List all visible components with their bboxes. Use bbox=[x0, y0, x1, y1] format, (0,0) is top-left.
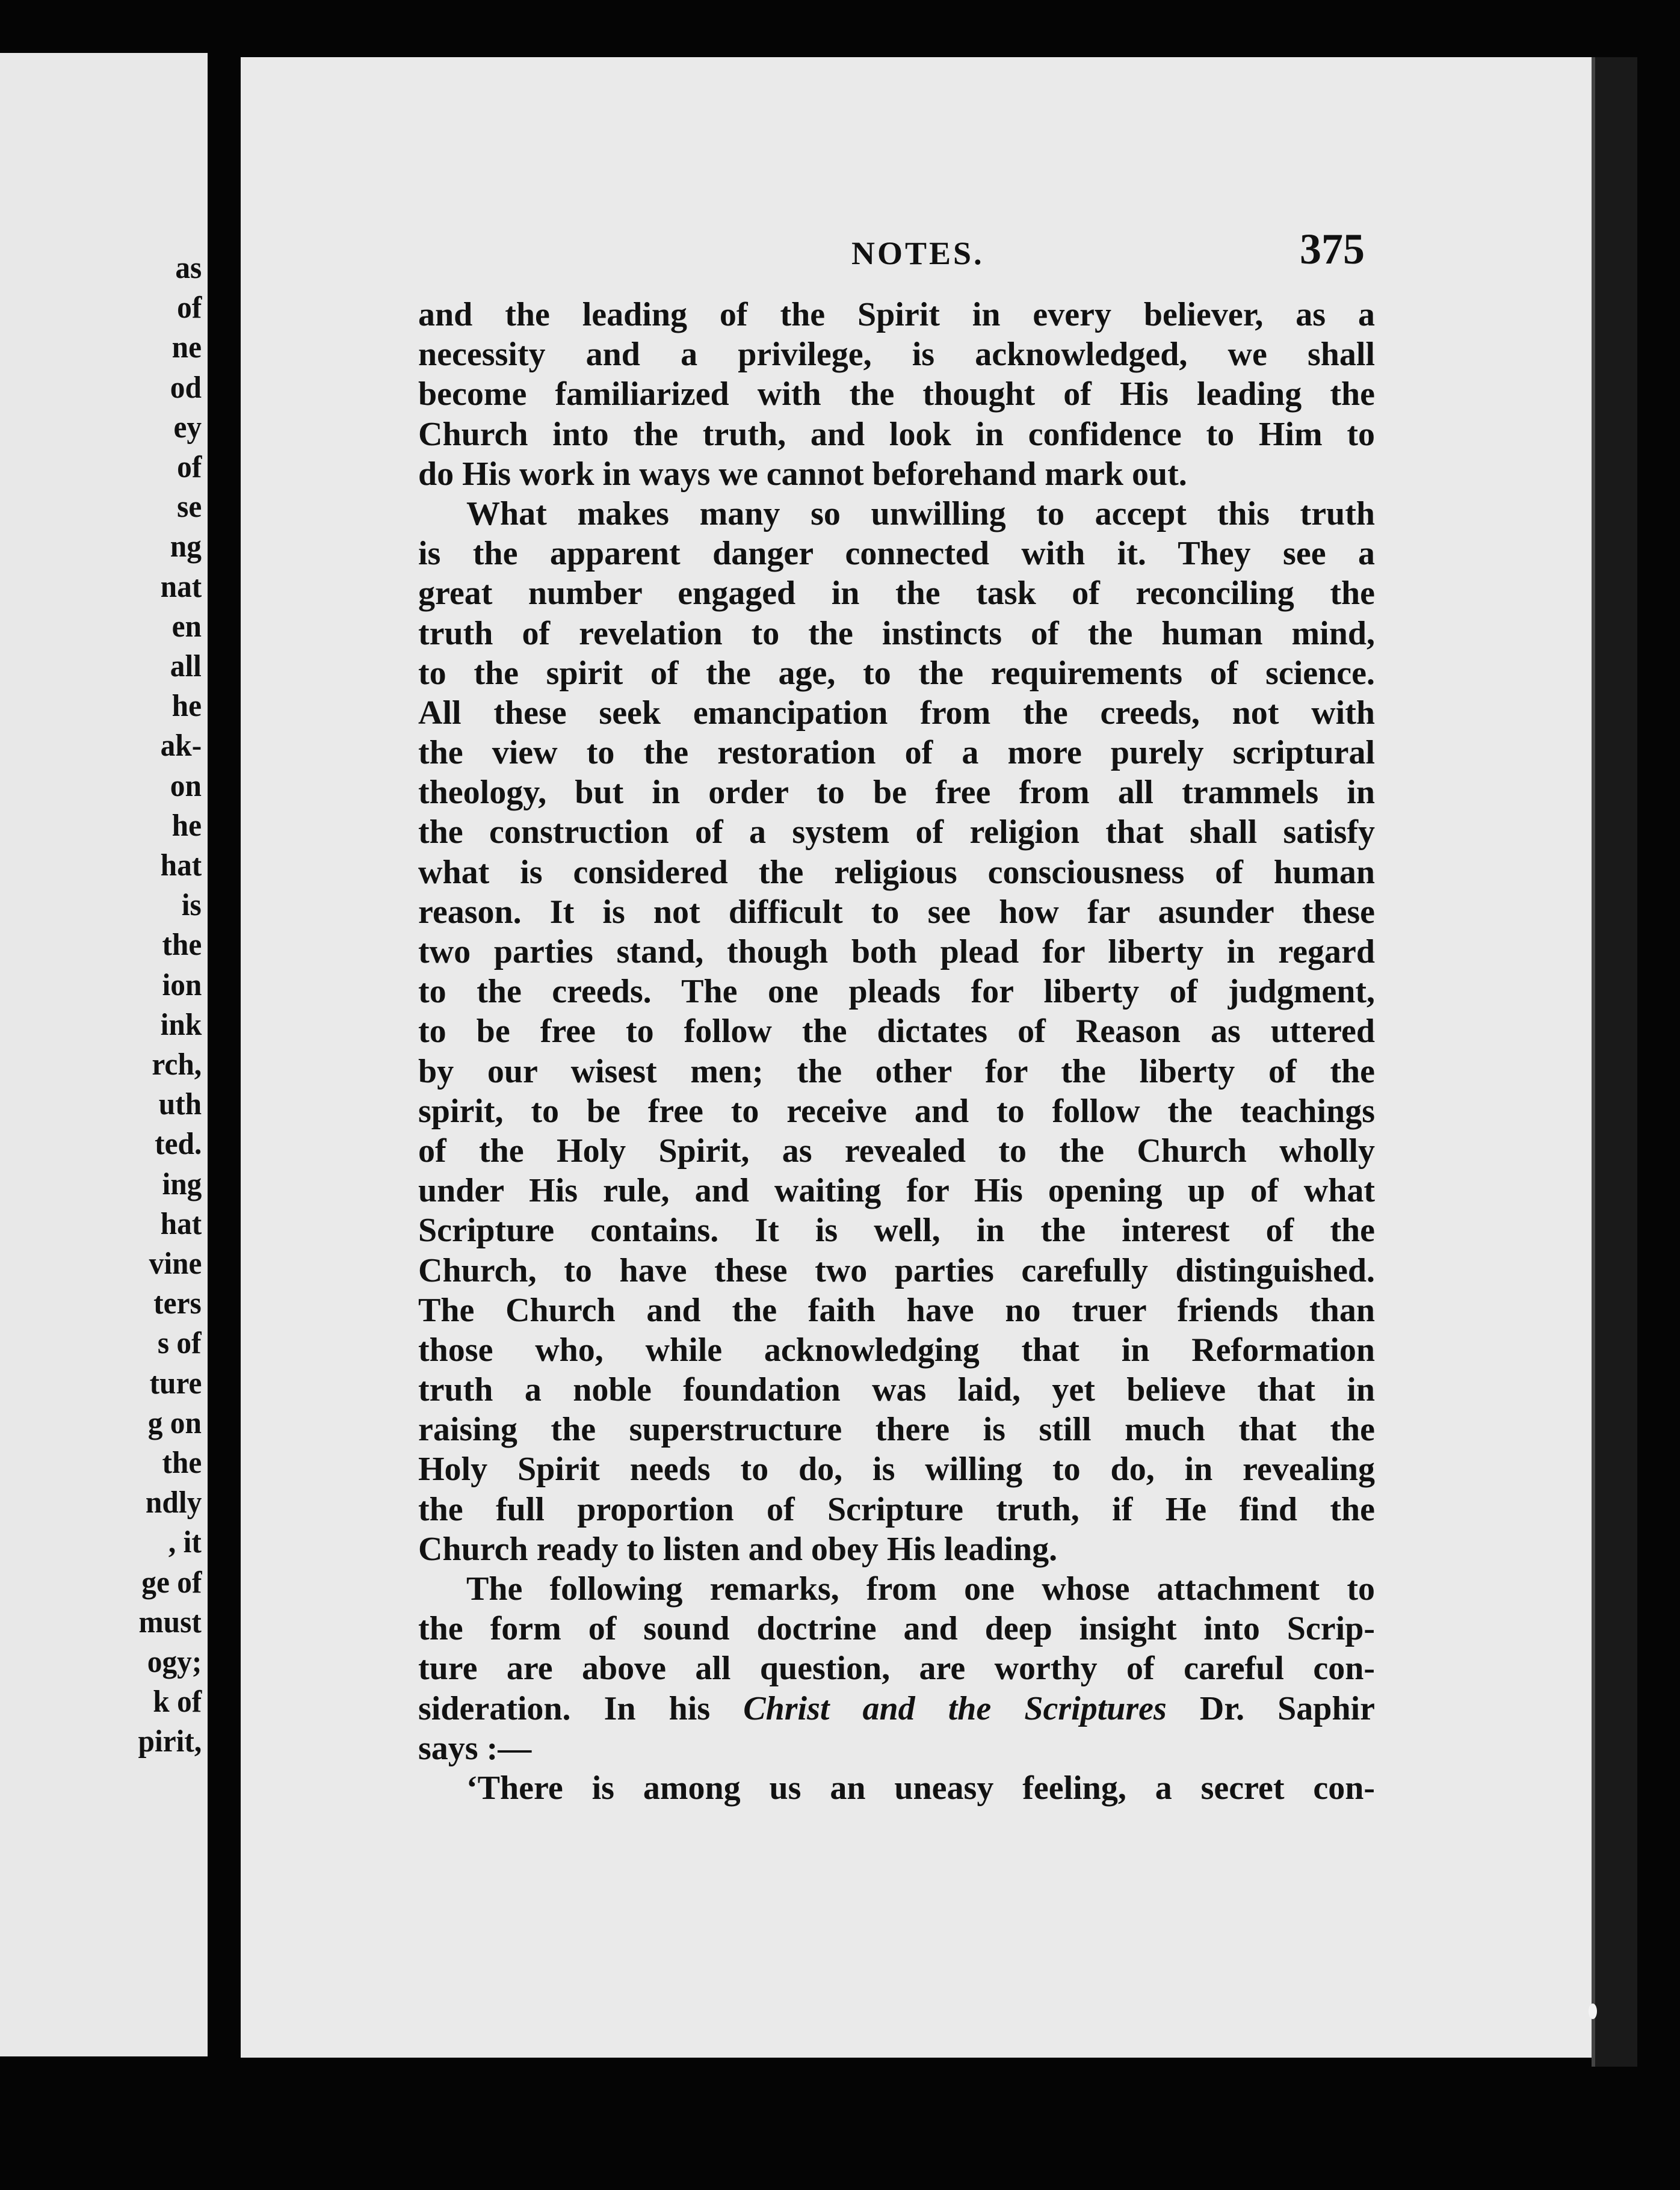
left-page-text-fragment: ak- bbox=[160, 729, 202, 763]
running-header: NOTES. bbox=[851, 235, 984, 271]
left-page-text-fragment: of bbox=[176, 291, 202, 325]
left-page-text-fragment: ndly bbox=[145, 1485, 202, 1520]
text-line: become familiarized with the thought of His leading the bbox=[418, 375, 1375, 413]
book-title-italic: Christ and the Scriptures bbox=[743, 1689, 1167, 1727]
text-line: under His rule, and waiting for His opening up of what bbox=[418, 1172, 1375, 1210]
text-line: the full proportion of Scripture truth, if He find the bbox=[418, 1490, 1375, 1528]
left-page-text-fragment: ink bbox=[160, 1007, 202, 1042]
text-line: spirit, to be free to receive and to follow the teachings bbox=[418, 1092, 1375, 1130]
text-line: truth of revelation to the instincts of the human mind, bbox=[418, 614, 1375, 652]
text-line bbox=[418, 1689, 1375, 1729]
text-line-segment: sideration. In his bbox=[418, 1689, 711, 1727]
text-line: What makes many so unwilling to accept this truth bbox=[466, 495, 1375, 532]
text-line: the view to the restoration of a more purely scriptural bbox=[418, 734, 1375, 772]
text-line: necessity and a privilege, is acknowledged, we shall bbox=[418, 336, 1375, 374]
left-page-text-fragment: nat bbox=[160, 569, 202, 604]
left-page-text-fragment: g on bbox=[147, 1405, 202, 1440]
text-line: Church into the truth, and look in confidence to Him to bbox=[418, 415, 1375, 453]
left-page-text-fragment: od bbox=[170, 370, 202, 405]
text-line: do His work in ways we cannot beforehand mark out. bbox=[418, 455, 1187, 493]
book-page bbox=[241, 57, 1592, 2058]
text-line: ‘There is among us an uneasy feeling, a secret con- bbox=[466, 1769, 1375, 1807]
left-page-text-fragment: must bbox=[138, 1605, 202, 1639]
text-line: raising the superstructure there is still much that the bbox=[418, 1411, 1375, 1449]
body-text bbox=[418, 295, 1375, 1808]
left-page-text-fragment: s of bbox=[158, 1326, 202, 1361]
text-line: says :— bbox=[418, 1729, 532, 1767]
previous-page-fragment bbox=[0, 53, 208, 2056]
text-line: Holy Spirit needs to do, is willing to do, in revealing bbox=[418, 1451, 1375, 1488]
left-page-text-fragment: , it bbox=[168, 1525, 202, 1560]
text-line-segment: Dr. Saphir bbox=[1199, 1689, 1375, 1727]
left-page-text-fragment: hat bbox=[160, 1206, 202, 1241]
text-line: the form of sound doctrine and deep insight into Scrip- bbox=[418, 1610, 1375, 1648]
text-line: is the apparent danger connected with it. They see a bbox=[418, 535, 1375, 573]
left-page-text-fragment: k of bbox=[153, 1685, 202, 1720]
left-page-text-fragment: rch, bbox=[152, 1047, 202, 1082]
text-line: theology, but in order to be free from all trammels in bbox=[418, 774, 1375, 812]
left-page-text-fragment: of bbox=[176, 450, 202, 484]
book-edge bbox=[1592, 57, 1637, 2067]
text-line: great number engaged in the task of reconciling the bbox=[418, 575, 1375, 612]
left-page-text-fragment: he bbox=[171, 808, 202, 843]
text-line: reason. It is not difficult to see how far asunder these bbox=[418, 893, 1375, 931]
text-line: what is considered the religious consciousness of human bbox=[418, 853, 1375, 891]
text-line: the construction of a system of religion that shall satisfy bbox=[418, 813, 1375, 851]
text-line: All these seek emancipation from the creeds, not with bbox=[418, 694, 1375, 732]
left-page-text-fragment: he bbox=[171, 689, 202, 724]
text-line: to the spirit of the age, to the requirements of science. bbox=[418, 654, 1375, 692]
left-page-text-fragment: on bbox=[170, 768, 202, 803]
text-line: The following remarks, from one whose attachment to bbox=[466, 1570, 1375, 1608]
left-page-text-fragment: ogy; bbox=[147, 1645, 202, 1679]
left-page-text-fragment: the bbox=[162, 928, 202, 963]
text-line: Scripture contains. It is well, in the interest of the bbox=[418, 1212, 1375, 1250]
left-page-text-fragment: the bbox=[162, 1446, 202, 1480]
text-line: truth a noble foundation was laid, yet believe that in bbox=[418, 1371, 1375, 1409]
left-page-text-fragment: ng bbox=[170, 529, 202, 564]
text-line: and the leading of the Spirit in every believer, as a bbox=[418, 296, 1375, 333]
left-page-text-fragment: ion bbox=[162, 967, 202, 1002]
text-line: Church ready to listen and obey His leading. bbox=[418, 1530, 1058, 1568]
left-page-text-fragment: ey bbox=[173, 410, 202, 445]
text-line: The Church and the faith have no truer friends than bbox=[418, 1291, 1375, 1329]
text-line: by our wisest men; the other for the liberty of the bbox=[418, 1052, 1375, 1090]
text-line: of the Holy Spirit, as revealed to the Church wholly bbox=[418, 1132, 1375, 1170]
left-page-text-fragment: hat bbox=[160, 848, 202, 883]
left-page-text-fragment: ture bbox=[149, 1366, 202, 1401]
left-page-text-fragment: all bbox=[170, 649, 202, 683]
left-page-text-fragment: ing bbox=[162, 1167, 202, 1201]
text-line: to be free to follow the dictates of Reason as uttered bbox=[418, 1013, 1375, 1050]
text-line: ture are above all question, are worthy of careful con- bbox=[418, 1650, 1375, 1688]
text-line: two parties stand, though both plead for liberty in regard bbox=[418, 933, 1375, 970]
text-line: Church, to have these two parties carefully distinguished. bbox=[418, 1251, 1375, 1289]
left-page-text-fragment: en bbox=[171, 609, 202, 644]
left-page-text-fragment: vine bbox=[149, 1247, 202, 1281]
text-line: those who, while acknowledging that in Reformation bbox=[418, 1331, 1375, 1369]
left-page-text-fragment: se bbox=[176, 490, 202, 525]
page-number: 375 bbox=[1300, 225, 1365, 273]
left-page-text-fragment: ge of bbox=[141, 1565, 202, 1600]
text-line: to the creeds. The one pleads for liberty of judgment, bbox=[418, 973, 1375, 1011]
left-page-text-fragment: ted. bbox=[154, 1127, 202, 1162]
left-page-text-fragment: uth bbox=[158, 1087, 202, 1122]
left-page-text-fragment: is bbox=[182, 888, 202, 923]
scan-speck bbox=[1589, 2003, 1597, 2019]
left-page-text-fragment: pirit, bbox=[138, 1724, 202, 1759]
left-page-text-fragment: as bbox=[175, 251, 202, 285]
left-page-text-fragment: ne bbox=[171, 330, 202, 365]
left-page-text-fragment: ters bbox=[153, 1286, 202, 1321]
